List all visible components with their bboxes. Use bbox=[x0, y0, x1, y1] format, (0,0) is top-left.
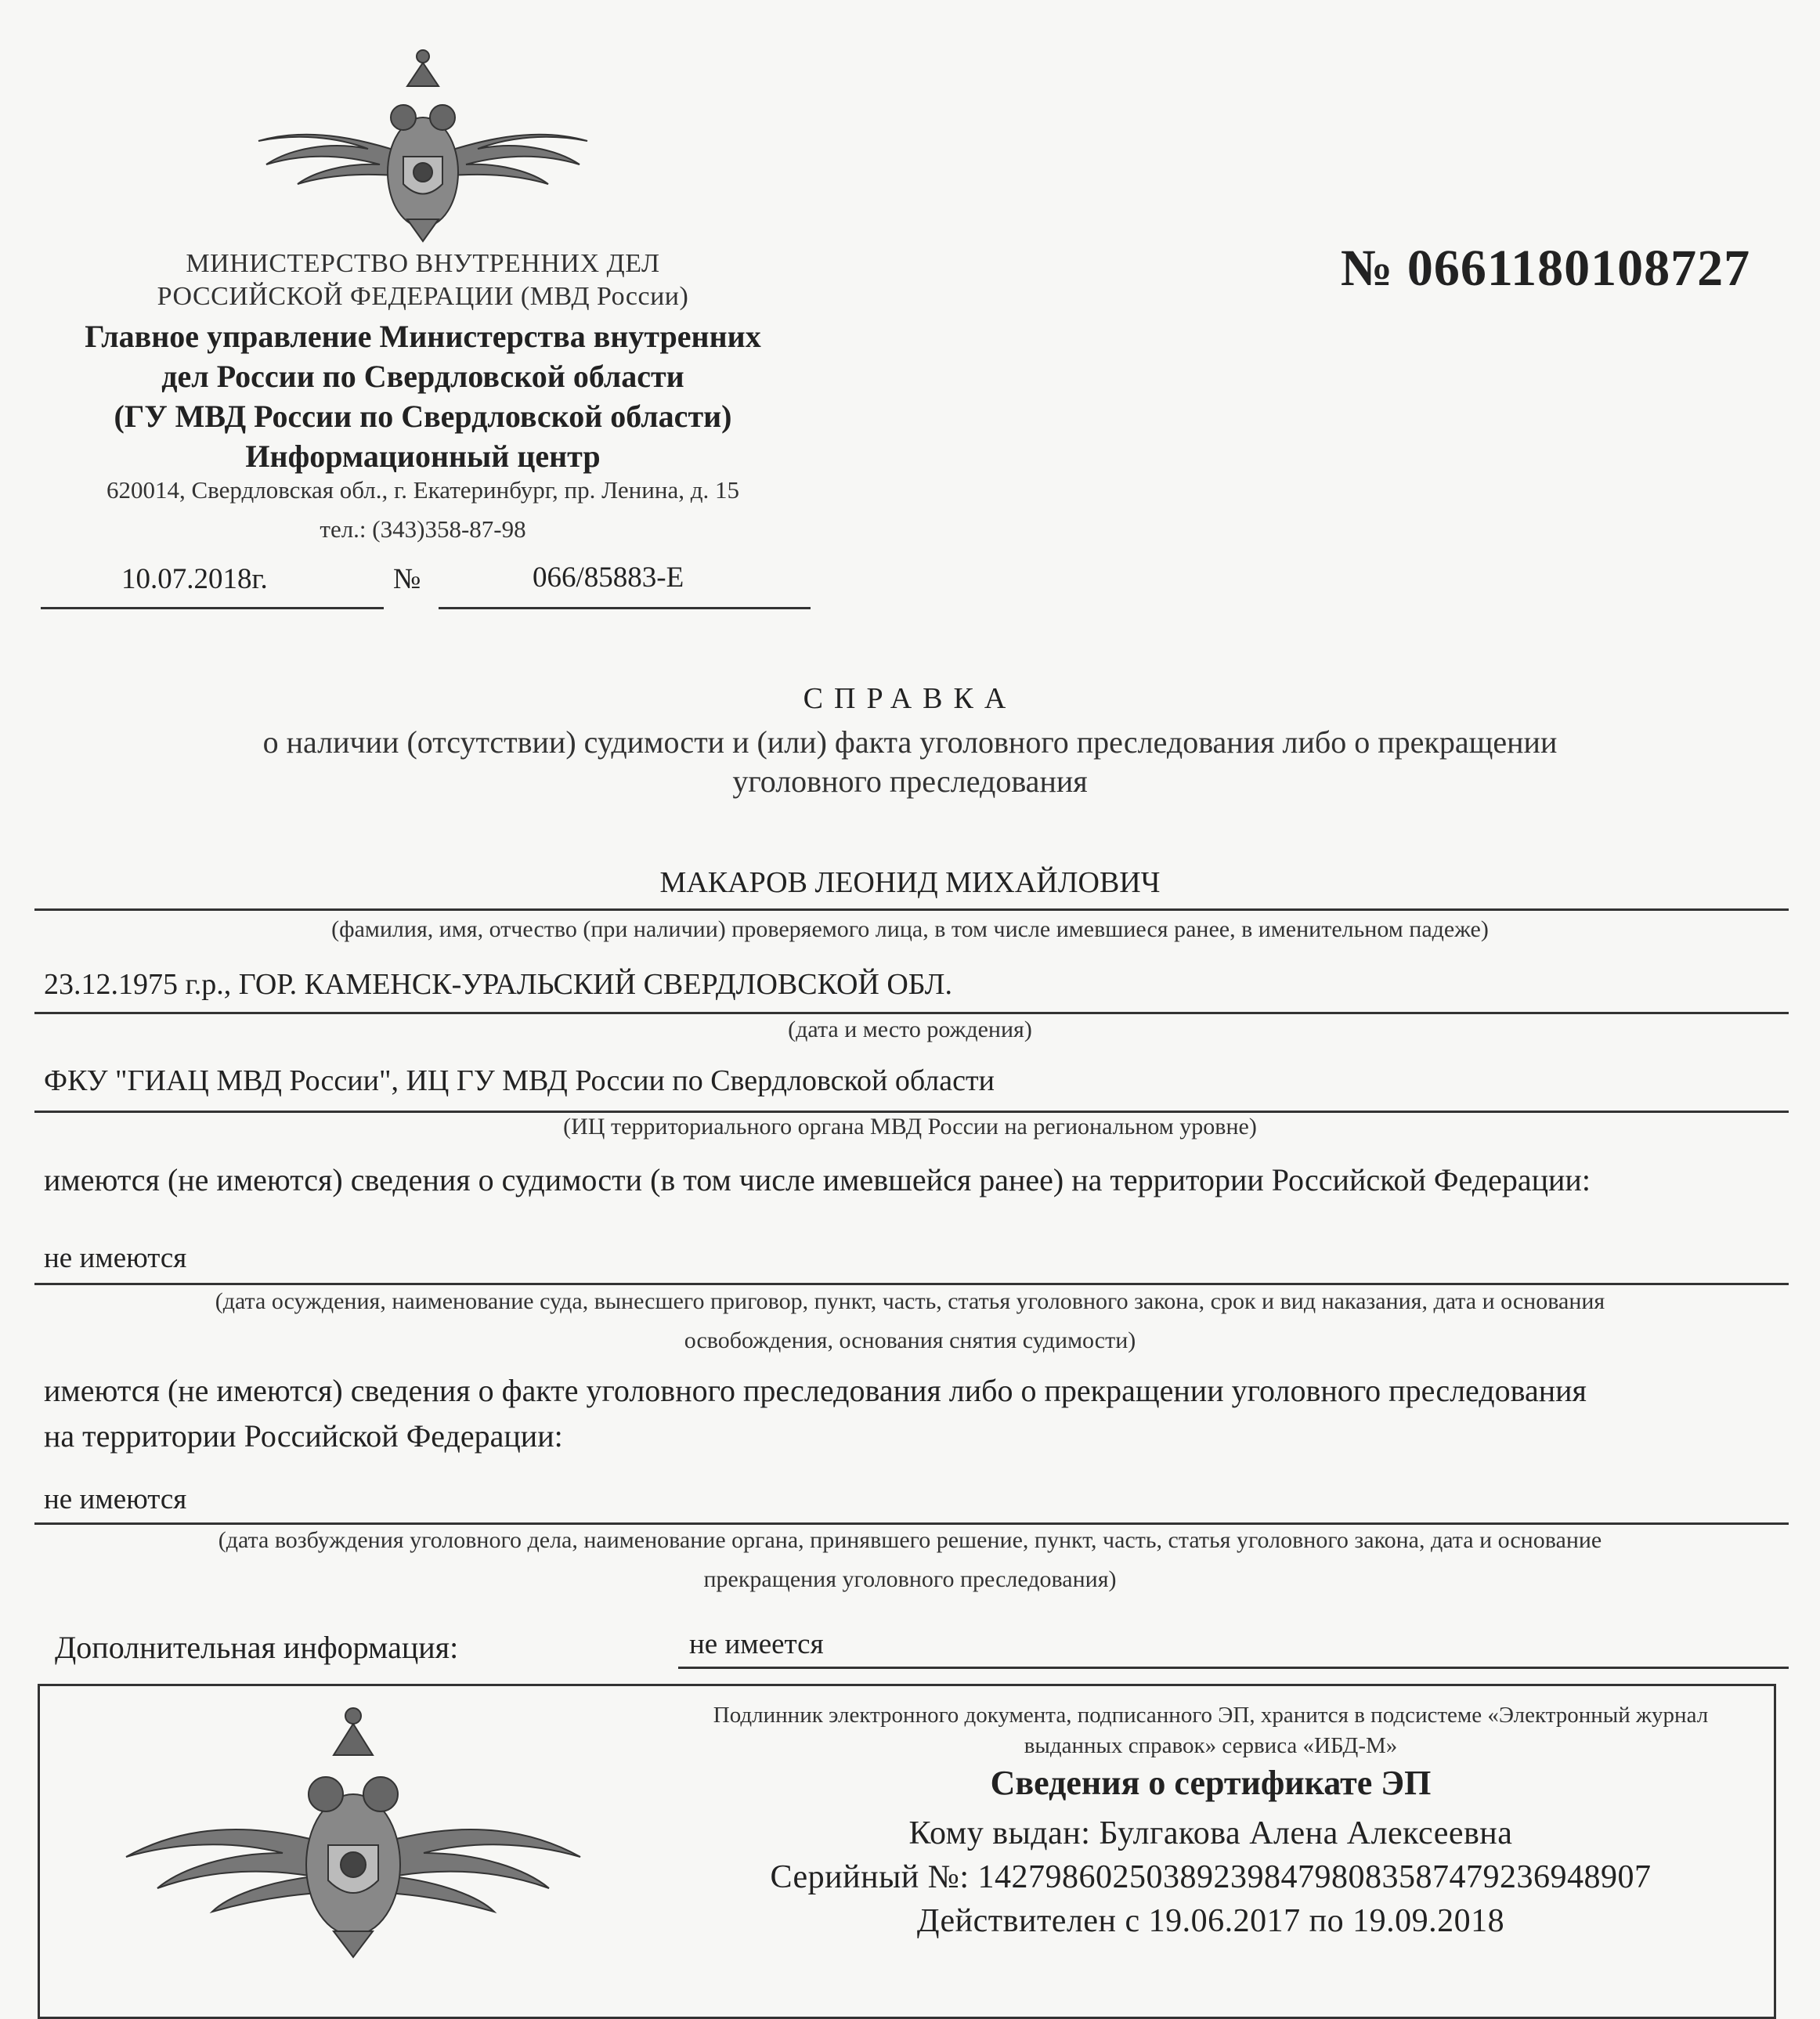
name-caption: (фамилия, имя, отчество (при наличии) проверяемого лица, в том числе имевшиеся ранее, в именительном падеже) bbox=[331, 916, 1489, 942]
conviction-caption-line1: (дата осуждения, наименование суда, вынесшего приговор, пункт, часть, статья уголовного закона, срок и вид наказания, дата и основания bbox=[215, 1288, 1605, 1314]
certificate-serial: Серийный №: 142798602503892398479808358747923694890​7 bbox=[770, 1859, 1652, 1895]
certificate-note-line1: Подлинник электронного документа, подписанного ЭП, хранится в подсистеме «Электронный журнал bbox=[713, 1703, 1709, 1728]
ministry-emblem-top bbox=[251, 39, 595, 243]
birth-info: 23.12.1975 г.р., ГОР. КАМЕНСК-УРАЛЬСКИЙ СВЕРДЛОВСКОЙ ОБЛ. bbox=[44, 968, 952, 1001]
department-phone: тел.: (343)358-87-98 bbox=[320, 515, 526, 543]
department-line2: дел России по Свердловской области bbox=[161, 359, 684, 394]
document-title: СПРАВКА bbox=[803, 682, 1017, 715]
document-subtitle-line2: уголовного преследования bbox=[732, 764, 1088, 799]
birth-underline bbox=[34, 1012, 1789, 1014]
person-name: МАКАРОВ ЛЕОНИД МИХАЙЛОВИЧ bbox=[659, 866, 1161, 899]
certificate-title: Сведения о сертификате ЭП bbox=[990, 1764, 1432, 1802]
department-address: 620014, Свердловская обл., г. Екатеринбург, пр. Ленина, д. 15 bbox=[107, 476, 739, 504]
ministry-name-line2: РОССИЙСКОЙ ФЕДЕРАЦИИ (МВД России) bbox=[157, 282, 689, 311]
number-sign: № bbox=[393, 563, 421, 595]
number-underline bbox=[439, 607, 811, 609]
center-caption: (ИЦ территориального органа МВД России на региональном уровне) bbox=[563, 1114, 1257, 1140]
prosecution-question-line2: на территории Российской Федерации: bbox=[44, 1418, 563, 1454]
prosecution-underline bbox=[34, 1522, 1789, 1525]
department-line1: Главное управление Министерства внутренних bbox=[85, 319, 761, 354]
date-underline bbox=[41, 607, 384, 609]
department-line4: Информационный центр bbox=[245, 439, 601, 474]
center-underline bbox=[34, 1111, 1789, 1113]
ministry-name-line1: МИНИСТЕРСТВО ВНУТРЕННИХ ДЕЛ bbox=[186, 249, 660, 278]
ministry-emblem-bottom bbox=[118, 1700, 588, 1959]
prosecution-question-line1: имеются (не имеются) сведения о факте уголовного преследования либо о прекращении уголовного преследования bbox=[44, 1373, 1587, 1408]
document-number: № 0661180108727 bbox=[1341, 240, 1751, 297]
prosecution-caption-line1: (дата возбуждения уголовного дела, наименование органа, принявшего решение, пункт, часть, статья уголовного закона, дата и основание bbox=[218, 1527, 1602, 1553]
conviction-caption-line2: освобождения, основания снятия судимости) bbox=[684, 1327, 1136, 1353]
prosecution-value: не имеются bbox=[44, 1483, 187, 1515]
certificate-validity: Действителен с 19.06.2017 по 19.09.2018 bbox=[916, 1903, 1505, 1939]
conviction-underline bbox=[34, 1283, 1789, 1285]
document-subtitle-line1: о наличии (отсутствии) судимости и (или) факта уголовного преследования либо о прекращении bbox=[262, 724, 1558, 760]
conviction-question: имеются (не имеются) сведения о судимости (в том числе имевшейся ранее) на территории Российской Федерации: bbox=[44, 1162, 1591, 1197]
name-underline bbox=[34, 908, 1789, 911]
additional-info-label: Дополнительная информация: bbox=[55, 1630, 459, 1665]
certificate-note-line2: выданных справок» сервиса «ИБД-М» bbox=[1024, 1733, 1398, 1758]
additional-underline bbox=[678, 1667, 1789, 1669]
certificate-box bbox=[38, 1684, 1776, 2019]
prosecution-caption-line2: прекращения уголовного преследования) bbox=[703, 1566, 1117, 1592]
conviction-value: не имеются bbox=[44, 1242, 187, 1274]
info-center: ФКУ "ГИАЦ МВД России", ИЦ ГУ МВД России по Свердловской области bbox=[44, 1064, 995, 1097]
certificate-issued-to: Кому выдан: Булгакова Алена Алексеевна bbox=[908, 1815, 1513, 1851]
additional-info-value: не имеется bbox=[689, 1628, 824, 1660]
birth-caption: (дата и место рождения) bbox=[788, 1017, 1032, 1042]
issue-date: 10.07.2018г. bbox=[121, 563, 268, 595]
department-line3: (ГУ МВД России по Свердловской области) bbox=[114, 399, 732, 434]
outgoing-number: 066/85883-Е bbox=[533, 562, 684, 594]
